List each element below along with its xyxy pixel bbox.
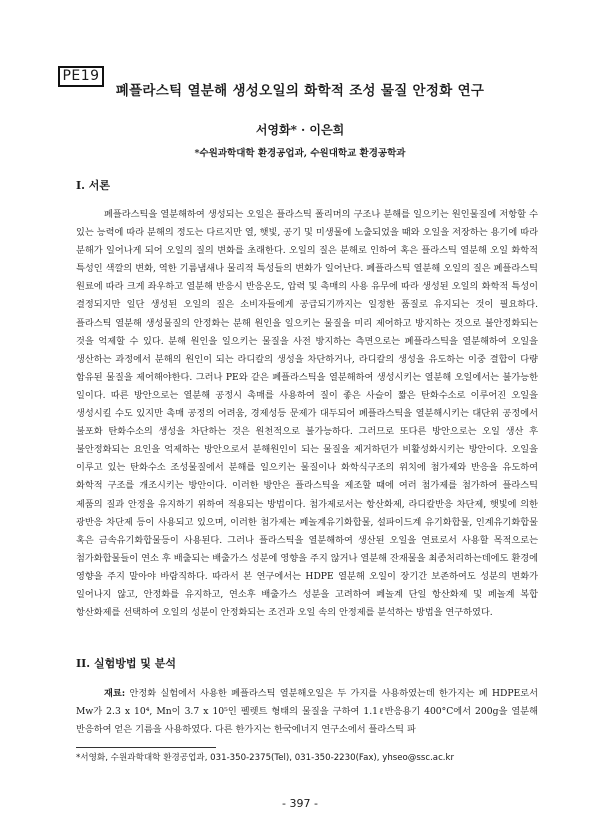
paper-authors: 서영화* · 이은희: [255, 123, 345, 137]
author-affiliation: *수원과학대학 환경공업과, 수원대학교 환경공학과: [194, 148, 406, 159]
materials-text: 안정화 실험에서 사용한 폐플라스틱 열분해오일은 두 가지를 사용하였는데 한가지는 폐 HDPE로서 Mw가 2.3 x 10⁴, Mn이 3.7 x 10⁵인 펠렛트 형태의 물질을 구하여 1.1ℓ반응용기 400°C에서 200g을 열분해 반응하여 얻은 기름을 사용하였다. 다른 한가지는 한국에너지 연구소에서 플라스틱 파: [76, 688, 538, 736]
session-code-badge: PE19: [58, 66, 104, 87]
section-heading-introduction: I. 서론: [76, 179, 111, 192]
materials-label: 재료:: [104, 688, 126, 699]
footnote-divider: [76, 747, 216, 748]
section-heading-methods: II. 실험방법 및 분석: [76, 657, 176, 670]
introduction-paragraph: 폐플라스틱을 열분해하여 생성되는 오일은 플라스틱 폴리머의 구조나 분해를 일으키는 원인물질에 저항할 수 있는 능력에 따라 분해의 정도는 다르지만 열, 햇빛, 공기 및 미생물에 노출되었을 때와 오일을 저장하는 용기에 따라 분해가 일어나게 되어 오일의 질의 변화를 초래한다. 오일의 질은 분해로 인하여 혹은 플라스틱 열분해 오일 화학적 특성인 색깔의 변화, 역한 기름냄새나 물리적 특성들의 변화가 일어난다. 폐플라스틱 열분해 오일의 질은 폐플라스틱 원료에 따라 크게 좌우하고 열분해 반응시 반응온도, 압력 및 촉매의 사용 유무에 따라 생성된 오일의 화학적 특성이 결정되지만 일단 생성된 오일의 질은 소비자들에게 공급되기까지는 일정한 품질로 유지되는 것이 필요하다. 플라스틱 열분해 생성물질의 안정화는 분해 원인을 일으키는 물질을 미리 제어하고 방지하는 것으로 불안정화되는 것을 억제할 수 있다. 분해 원인을 일으키는 물질을 사전 방지하는 측면으로는 폐플라스틱을 열분해하여 오일을 생산하는 과정에서 분해의 원인이 되는 라디칼의 생성을 차단하거나, 라디칼의 생성을 유도하는 이중 결합이 다량 함유된 물질을 제어해야한다. 그러나 PE와 같은 폐플라스틱을 열분해하여 생성시키는 열분해 오일에서는 불가능한 일이다. 따른 방안으로는 열분해 공정시 촉매를 사용하여 질이 좋은 사슬이 짧은 탄화수소로 이루어진 오일을 생성시킬 수도 있지만 촉매 공정의 어려움, 경제성등 문제가 대두되어 폐플라스틱을 열분해시키는 대단위 공정에서 불포화 탄화수소의 생성을 차단하는 것은 원천적으로 불가능하다. 그러므로 또다른 방안으로는 오일 생산 후 불안정화되는 요인을 억제하는 방안으로서 분해원인이 되는 물질을 제거하던가 비활성화시키는 방안이다. 오일을 이루고 있는 탄화수소 조성물질에서 분해를 일으키는 물질이나 화학식구조의 위치에 첨가제와 반응을 유도하여 화학적 구조를 개조시키는 방안이다. 이러한 방안은 플라스틱을 제조할 때에 여러 첨가제를 첨가하여 플라스틱 제품의 질과 안정을 유지하기 위하여 적용되는 방법이다. 첨가제로서는 항산화제, 라디칼반응 차단제, 햇빛에 의한 광반응 차단제 등이 사용되고 있으며, 이러한 첨가제는 페놀계유기화합물, 설파이드계 유기화합물, 인계유기화합물 혹은 금속유기화합물등이 사용된다. 그러나 플라스틱을 열분해하여 생산된 오일을 연료로서 사용할 목적으로는 첨가화합물들이 연소 후 배출되는 배출가스 성분에 영향을 주지 않거나 열분해 잔재물을 최종처리하는데에도 환경에 영향을 주지 말아야 바람직하다. 따라서 본 연구에서는 HDPE 열분해 오일이 장기간 보존하여도 성분의 변화가 일어나지 않고, 안정화를 유지하고, 연소후 배출가스 성분을 고려하여 페놀계 단일 항산화제 및 페놀계 복합 항산화제를 선택하여 오일의 성분이 안정화되는 조건과 오일 속의 안정제를 분석하는 방법을 연구하였다.: [76, 209, 538, 619]
introduction-body: [76, 206, 538, 622]
methods-paragraph: [76, 685, 538, 739]
methods-body: [76, 685, 538, 739]
author-footnote: *서영화, 수원과학대학 환경공업과, 031-350-2375(Tel), 031-350-2230(Fax), yhseo@ssc.ac.kr: [76, 753, 455, 763]
paper-title: 폐플라스틱 열분해 생성오일의 화학적 조성 물질 안정화 연구: [115, 83, 485, 99]
page-number: - 397 -: [282, 797, 318, 810]
